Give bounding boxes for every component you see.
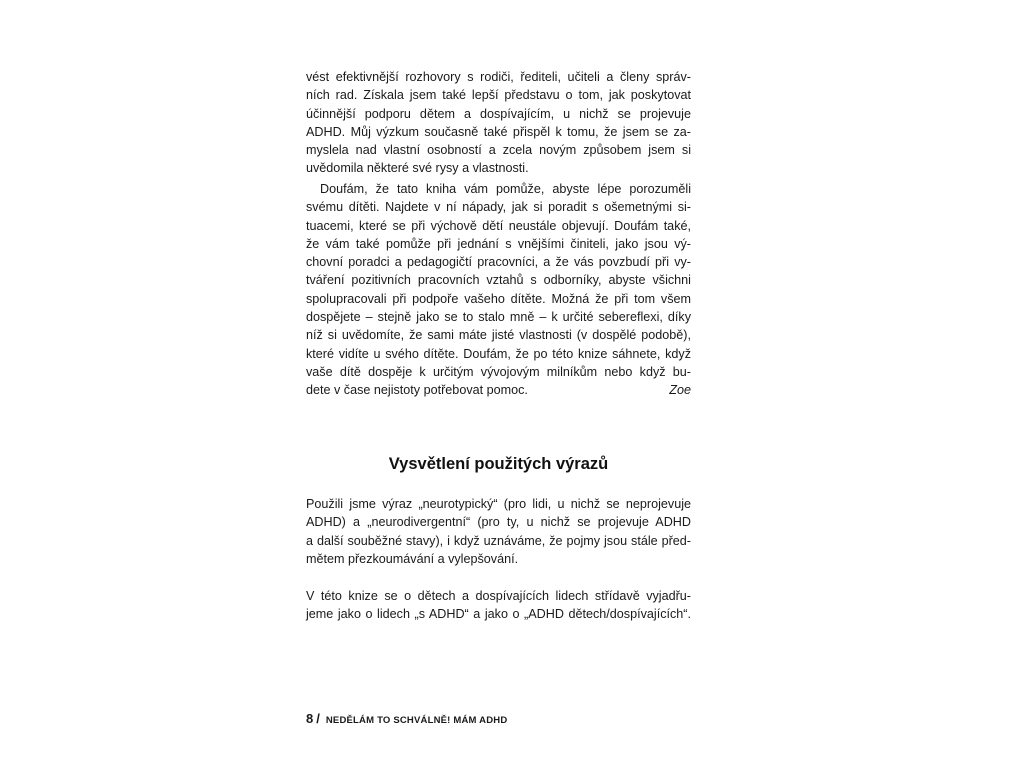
page-number: 8 [306, 711, 314, 726]
text-line: ADHD) a „neurodivergentní“ (pro ty, u nichž se projevuje ADHD [306, 515, 691, 530]
section-heading: Vysvětlení použitých výrazů [388, 455, 609, 473]
text-line-last [306, 381, 691, 399]
text-line: Doufám, že tato kniha vám pomůže, abyste lépe porozuměli [320, 182, 691, 196]
text-line: že vám také pomůže při jednání s vnějšími činiteli, jako jsou vý- [306, 236, 691, 251]
paragraph-terms [306, 495, 691, 568]
paragraph-hope [306, 180, 691, 400]
page-footer [306, 711, 507, 726]
running-title: NEDĚLÁM TO SCHVÁLNĚ! MÁM ADHD [325, 715, 508, 726]
text-line: ADHD. Můj výzkum současně také přispěl k tomu, že jsem se za- [306, 124, 691, 139]
text-line: chovní poradci a pedagogičtí pracovníci, a že vás povzbudí při vy- [306, 255, 691, 270]
text-line: které vidíte u svého dítěte. Doufám, že po této knize sáhnete, když [306, 346, 691, 361]
text-line: tuacemi, které se při výchově dětí neustále objevují. Doufám také, [306, 218, 691, 233]
footer-separator: / [316, 711, 320, 726]
text-line: dospějete – stejně jako se to stalo mně – k určité sebereflexi, díky [306, 310, 691, 325]
text-line: V této knize se o dětech a dospívajících lidech střídavě vyjadřu- [306, 589, 691, 603]
text-line: svému dítěti. Najdete v ní nápady, jak si poradit s ošemetnými si- [306, 200, 691, 215]
paragraph-usage [306, 587, 691, 624]
text-line: myslela nad vlastní osobností a zcela novým způsobem jsem si [306, 143, 691, 158]
text-line-content: dete v čase nejistoty potřebovat pomoc. [306, 383, 528, 398]
paragraph-research [306, 68, 691, 178]
text-line: ních rad. Získala jsem také lepší představu o tom, jak poskytovat [306, 88, 691, 103]
text-line: uvědomila některé své rysy a vlastnosti. [306, 161, 529, 176]
text-line: vaše dítě dospěje k určitým vývojovým milníkům nebo když bu- [306, 364, 691, 379]
text-line: tváření pozitivních pracovních vztahů s odborníky, abyste všichni [306, 273, 691, 288]
text-line: vést efektivnější rozhovory s rodiči, řediteli, učiteli a členy správ- [306, 70, 691, 84]
text-line: Použili jsme výraz „neurotypický“ (pro lidi, u nichž se neprojevuje [306, 497, 691, 511]
text-line: níž si uvědomíte, že sami máte jisté vlastnosti (v dospělé podobě), [306, 328, 691, 343]
text-line: spolupracovali při podpoře vašeho dítěte. Možná že při tom všem [306, 291, 691, 306]
text-line: jeme jako o lidech „s ADHD“ a jako o „ADHD dětech/dospívajících“. [306, 607, 691, 622]
author-signature: Zoe [669, 383, 691, 398]
text-line: mětem přezkoumávání a vylepšování. [306, 551, 519, 566]
text-line: a další souběžné stavy), i když uznáváme, že pojmy jsou stále před- [306, 533, 691, 548]
text-line: účinnější podporu dětem a dospívajícím, u nichž se projevuje [306, 106, 691, 121]
